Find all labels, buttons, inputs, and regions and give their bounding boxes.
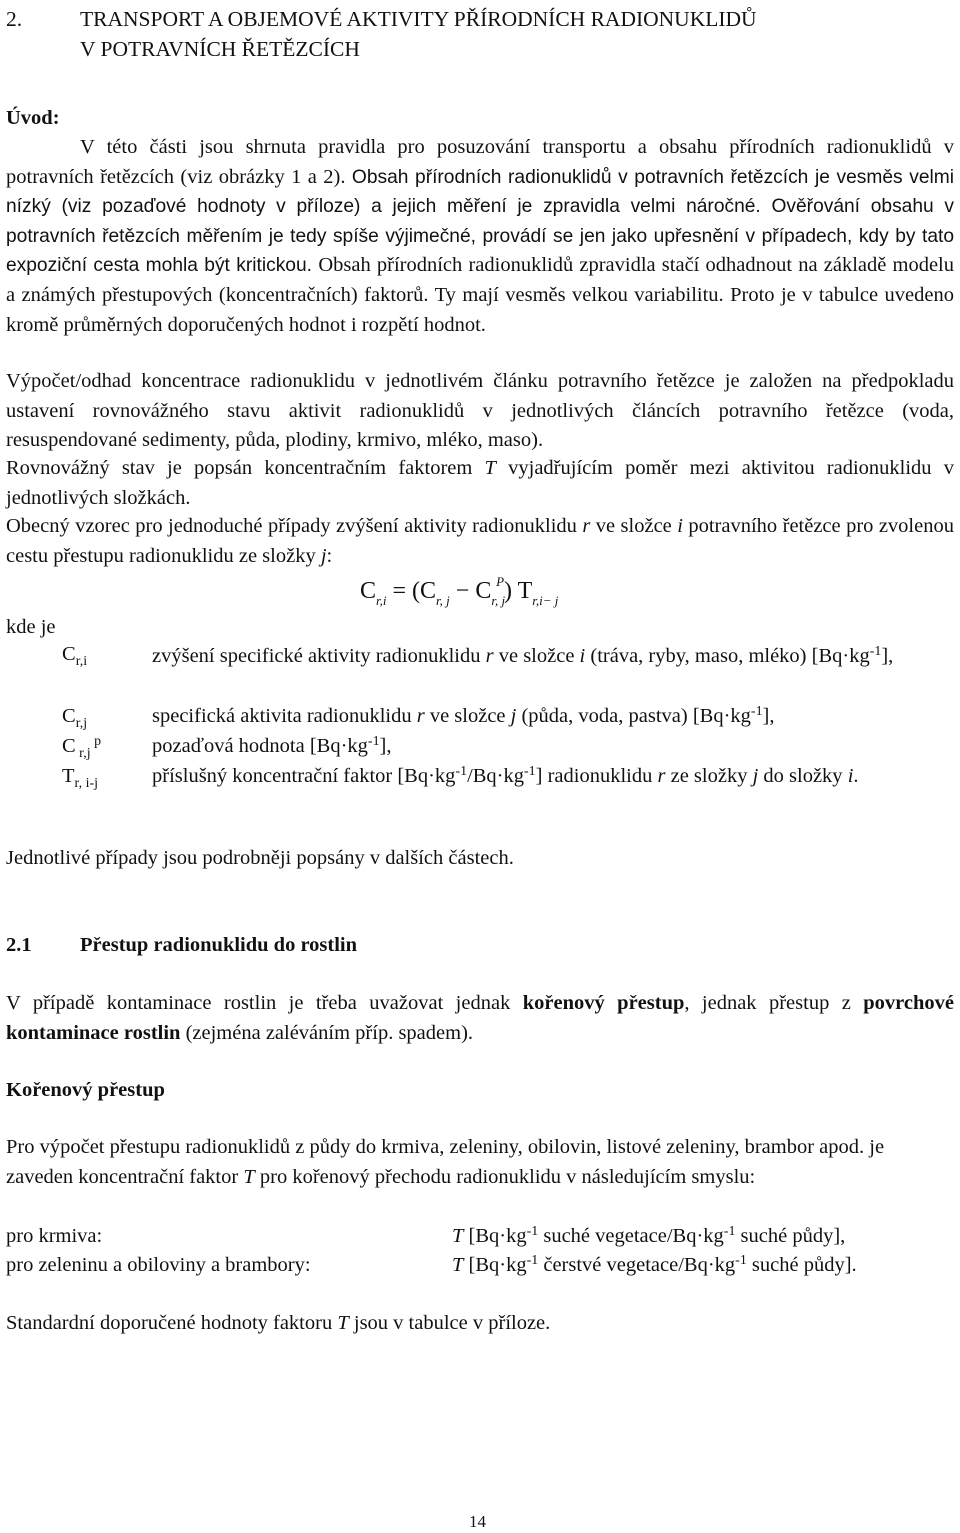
formula-C: C <box>360 578 377 604</box>
root-text-a: Pro výpočet přestupu radionuklidů z půdy do krmiva, zeleniny, obilovin, listové zeleniny, brambor apod. je zaveden koncentrační faktor <box>6 1136 885 1188</box>
intro-text-1d: Obsah přírodních radionuklidů zpravidla stačí odhadnout na základě modelu a známých přestupových (koncentračních) faktorů. Ty mají vesměs velkou variabilitu. Proto je v tabulce uvedeno kromě průměrných doporučených hodnot i rozpětí hodnot. <box>6 254 955 336</box>
exponent: -1 <box>723 1224 736 1240</box>
var-T: T <box>484 457 496 479</box>
subsection-number: 2.1 <box>6 934 32 956</box>
root-text-b: pro kořenový přechodu radionuklidu v následujícím smyslu: <box>254 1165 756 1188</box>
formula-sub-rij: r,i− j <box>532 593 559 608</box>
symbol-sub: r, i-j <box>74 775 98 791</box>
def-text-a: příslušný koncentrační faktor [Bq·kg <box>152 765 456 787</box>
exponent: -1 <box>526 1224 539 1240</box>
intro-text-1a: V této části jsou shrnuta pravidla pro posuzování transportu a obsahu přírodních radionuklidů v potravních řetězcích (viz obrázky 1 a 2). <box>6 136 954 188</box>
definition-row <box>6 702 954 732</box>
definition-text <box>152 762 954 791</box>
intro-text-4d: : <box>326 544 333 567</box>
sub-text-c: , jednak přestup z <box>684 992 864 1014</box>
root-row-label: pro zeleninu a obiloviny a brambory: <box>6 1254 311 1276</box>
section-title-line2: V POTRAVNÍCH ŘETĚZCÍCH <box>80 37 360 61</box>
root-heading: Kořenový přestup <box>6 1079 165 1101</box>
symbol: C <box>62 735 76 757</box>
symbol: T <box>62 765 75 787</box>
exponent: -1 <box>524 764 536 780</box>
formula-T: T <box>517 578 533 604</box>
formula-C: C <box>475 578 492 604</box>
def-text-d: ], <box>379 735 392 757</box>
formula-sub-rj2: r, j <box>491 593 506 608</box>
row-text-c: suché půdy]. <box>746 1254 857 1276</box>
def-text-a: specifická aktivita radionuklidu <box>152 705 417 727</box>
intro-text-4a: Obecný vzorec pro jednoduché případy zvýšení aktivity radionuklidu <box>6 515 583 537</box>
var-r: r <box>416 705 425 727</box>
row-text-b: suché vegetace/Bq·kg <box>538 1225 724 1247</box>
var-T: T <box>452 1254 464 1276</box>
intro-text-1b: Obsah přírodních radionuklidů v potravních řetězcích je vesměs velmi nízký (viz pozaďové hodnoty v příloze) a jejich měření je zpravidla velmi náročné. <box>6 166 954 218</box>
def-text-d: ], <box>881 645 894 667</box>
sub-text-a: V případě kontaminace rostlin je třeba uvažovat jednak <box>6 992 523 1014</box>
term-root-transfer: kořenový přestup <box>522 992 685 1014</box>
var-r: r <box>582 515 591 537</box>
def-text-h: . <box>853 765 859 787</box>
intro-text-3b: vyjadřujícím poměr mezi aktivitou radionuklidu v jednotlivých složkách. <box>6 457 954 509</box>
definition-text <box>152 732 954 762</box>
exponent: -1 <box>735 1253 747 1269</box>
intro-heading: Úvod: <box>6 107 60 129</box>
subsection-title: Přestup radionuklidu do rostlin <box>80 934 358 956</box>
formula-C: C <box>420 578 437 604</box>
term-surface-contamination: povrchové kontaminace rostlin <box>6 992 954 1044</box>
def-text-b: ve složce <box>424 705 511 727</box>
definition-row <box>6 732 954 762</box>
symbol: C <box>62 705 76 727</box>
definition-symbol <box>62 640 87 670</box>
cases-note: Jednotlivé případy jsou podrobněji popsány v dalších částech. <box>6 847 514 869</box>
formula-close: ) <box>504 578 518 604</box>
var-i: i <box>579 645 586 667</box>
exponent: -1 <box>869 644 882 660</box>
definition-text <box>152 642 954 671</box>
formula <box>360 574 558 609</box>
symbol: C <box>62 643 76 665</box>
definition-row <box>6 762 954 822</box>
row-text-b: čerstvé vegetace/Bq·kg <box>538 1254 736 1276</box>
intro-paragraph-1 <box>6 133 954 340</box>
exponent: -1 <box>750 704 763 720</box>
root-row <box>6 1222 954 1252</box>
def-text-d: ], <box>762 705 775 727</box>
root-row-value <box>452 1222 845 1252</box>
row-text-a: [Bq·kg <box>463 1225 527 1247</box>
intro-paragraph-2: Výpočet/odhad koncentrace radionuklidu v jednotlivém článku potravního řetězce je založen na předpokladu ustavení rovnovážného stavu aktivit radionuklidů v jednotlivých článcích potravního řetězce (voda, resuspendované sedimenty, půda, plodiny, krmivo, mléko, maso). <box>6 370 954 452</box>
std-text-a: Standardní doporučené hodnoty faktoru <box>6 1312 338 1334</box>
var-i: i <box>677 515 683 537</box>
var-j: j <box>510 705 517 727</box>
exponent: -1 <box>367 734 380 750</box>
def-text-f: ze složky <box>665 765 753 787</box>
definition-text <box>152 702 954 732</box>
root-paragraph <box>6 1133 954 1192</box>
def-text-a: pozaďová hodnota [Bq·kg <box>152 735 368 757</box>
intro-paragraph-3 <box>6 454 954 513</box>
formula-sub-rj: r, j <box>436 593 450 608</box>
formula-sub-ri: r,i <box>376 593 387 608</box>
page-number: 14 <box>469 1512 486 1531</box>
std-text-b: jsou v tabulce v příloze. <box>348 1312 551 1334</box>
root-row <box>6 1251 954 1281</box>
definition-symbol <box>62 702 87 732</box>
definition-symbol <box>62 762 98 792</box>
definition-symbol <box>62 732 101 762</box>
var-i: i <box>847 765 854 787</box>
intro-text-4c: potravního řetězce pro zvolenou cestu přestupu radionuklidu ze složky <box>6 515 954 567</box>
symbol-sup: p <box>90 734 102 750</box>
standard-values-note <box>6 1309 550 1339</box>
var-r: r <box>485 645 494 667</box>
def-text-b: ve složce <box>493 645 580 667</box>
definitions-list <box>6 640 954 822</box>
definition-row <box>6 640 954 698</box>
def-text-c: (půda, voda, pastva) [Bq·kg <box>516 705 751 727</box>
root-row-value <box>452 1251 857 1281</box>
formula-minus: − <box>449 578 476 604</box>
subsection-heading <box>6 931 358 961</box>
row-text-c: suché půdy], <box>735 1225 846 1247</box>
intro-text-4b: ve složce <box>590 515 678 537</box>
section-title-line1: TRANSPORT A OBJEMOVÉ AKTIVITY PŘÍRODNÍCH RADIONUKLIDŮ <box>80 7 757 31</box>
where-label: kde je <box>6 616 56 638</box>
root-row-label: pro krmiva: <box>6 1225 103 1247</box>
symbol-sub: r,j <box>75 745 91 761</box>
def-text-e: ] radionuklidu <box>535 765 658 787</box>
def-text-a: zvýšení specifické aktivity radionuklidu <box>152 645 486 667</box>
def-text-c: (tráva, ryby, maso, mléko) [Bq·kg <box>585 645 870 667</box>
var-T: T <box>452 1225 464 1247</box>
sub-text-d: (zejména zaléváním příp. spadem). <box>180 1021 474 1044</box>
intro-text-3a: Rovnovážný stav je popsán koncentračním faktorem <box>6 457 485 479</box>
def-text-mid: /Bq·kg <box>467 765 525 787</box>
section-heading <box>6 4 757 61</box>
formula-sup-p: P <box>496 574 505 589</box>
var-r: r <box>657 765 666 787</box>
def-text-g: do složky <box>758 765 848 787</box>
var-T: T <box>337 1312 349 1334</box>
formula-equals: = ( <box>386 578 421 604</box>
exponent: -1 <box>455 764 468 780</box>
var-j: j <box>320 544 327 567</box>
var-T: T <box>243 1165 255 1188</box>
row-text-a: [Bq·kg <box>463 1254 527 1276</box>
intro-paragraph-4 <box>6 512 954 571</box>
var-j: j <box>752 765 759 787</box>
exponent: -1 <box>526 1253 539 1269</box>
symbol-sub: r,j <box>75 715 88 731</box>
subsection-paragraph <box>6 989 954 1048</box>
symbol-sub: r,i <box>75 653 88 669</box>
section-number: 2. <box>6 7 23 31</box>
intro-text-1c: Ověřování obsahu v potravních řetězcích měřením je tedy spíše výjimečné, provádí se jen jako upřesnění v případech, kdy by tato expoziční cesta mohla být kritickou. <box>6 196 954 277</box>
